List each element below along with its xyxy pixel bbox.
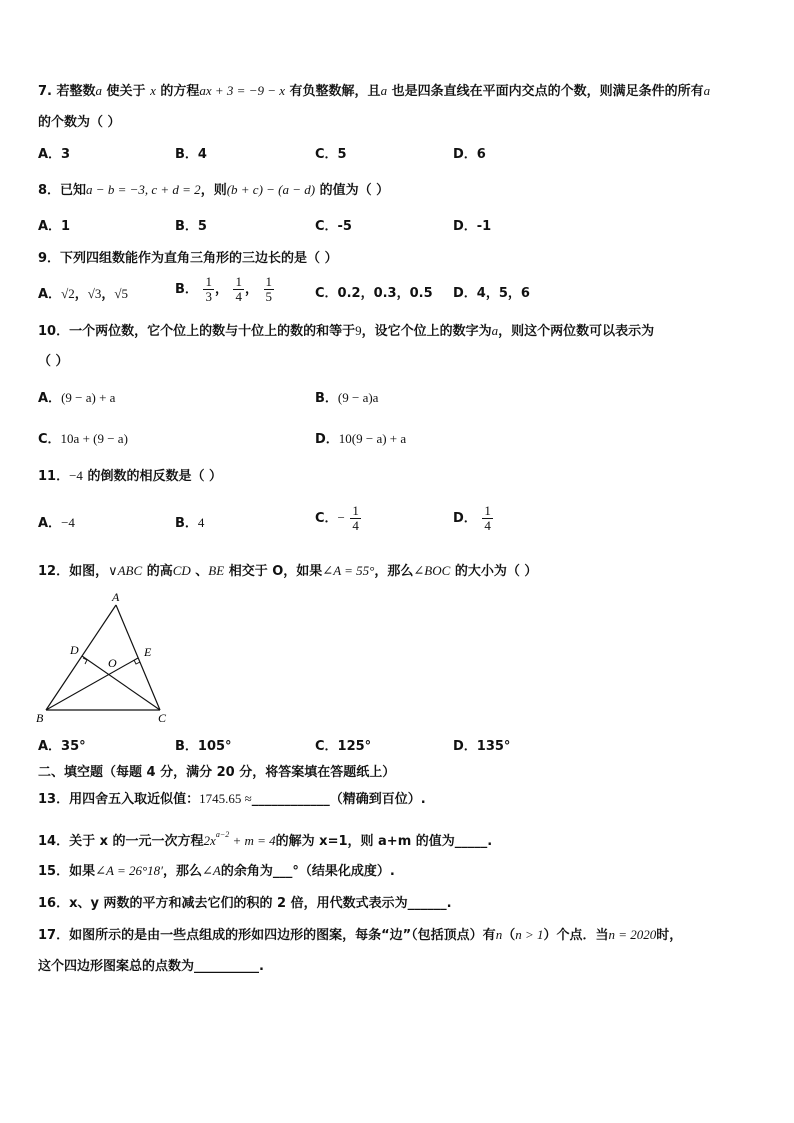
q12-option-a: A．35° (38, 739, 86, 754)
altitude-be (46, 658, 138, 710)
q9-option-a: A．√2，√3，√5 (38, 286, 129, 302)
q11-option-b: B．4 (175, 515, 205, 531)
q10-option-b: B．(9 − a)a (315, 390, 379, 406)
q12-option-d: D．135° (453, 739, 511, 754)
q10-stem-line2: （ ） (38, 354, 69, 369)
side-ab (46, 605, 116, 710)
q11-option-a: A．−4 (38, 515, 75, 531)
label-d: D (70, 643, 79, 657)
q8-stem: 8．已知a − b = −3, c + d = 2，则(b + c) − (a − d) 的值为（ ） (38, 182, 390, 198)
q11-option-c: C．− $\frac{1}{4}$ (315, 503, 359, 533)
q14-stem: 14．关于 x 的一元一次方程$2x^{a-2} + m = 4$的解为 x=1，则 a+m 的值为_____. (38, 830, 493, 849)
q9-option-c: C．0.2，0.3，0.5 (315, 286, 433, 301)
section-heading-fill-in: 二、填空题（每题 4 分，满分 20 分，将答案填在答题纸上） (38, 765, 396, 780)
q13-stem: 13．用四舍五入取近似值：1745.65 ≈____________（精确到百位）. (38, 791, 426, 807)
q8-option-c: C．-5 (315, 219, 352, 234)
label-e: E (144, 645, 152, 659)
label-a: A (112, 590, 120, 604)
q7-option-a: A．3 (38, 147, 71, 162)
q11-stem: 11．−4 的倒数的相反数是（ ） (38, 468, 222, 484)
q7-option-d: D．6 (453, 147, 486, 162)
q9-option-b: B． $\frac{1}{3}$ ， $\frac{1}{4}$ ， $\frac{1}{5}$ (175, 274, 273, 304)
q10-option-d: D．10(9 − a) + a (315, 431, 407, 447)
q15-stem: 15．如果∠A = 26°18′，那么∠A的余角为___°（结果化成度）. (38, 863, 395, 879)
q9-option-d: D．4，5，6 (453, 286, 530, 301)
q12-option-c: C．125° (315, 739, 372, 754)
q7-stem-line2: 的个数为（ ） (38, 115, 121, 130)
q17-stem-line1: 17．如图所示的是由一些点组成的形如四边形的图案，每条“边”（包括顶点）有n（n > 1）个点．当n = 2020时， (38, 927, 683, 943)
label-b: B (36, 711, 44, 725)
q12-stem: 12．如图，∨ABC 的高CD 、BE 相交于 O，如果∠A = 55°，那么∠BOC 的大小为（ ） (38, 563, 538, 579)
q7-option-c: C．5 (315, 147, 347, 162)
label-c: C (158, 711, 167, 725)
q12-option-b: B．105° (175, 739, 232, 754)
q7-option-b: B．4 (175, 147, 207, 162)
q7-stem-line1: 7. 若整数a 使关于 x 的方程ax + 3 = −9 − x 有负整数解，且a 也是四条直线在平面内交点的个数，则满足条件的所有a (38, 83, 711, 99)
q17-stem-line2: 这个四边形图案总的点数为__________. (38, 959, 264, 974)
q16-stem: 16．x、y 两数的平方和减去它们的积的 2 倍，用代数式表示为______. (38, 896, 452, 911)
q10-option-c: C．10a + (9 − a) (38, 431, 128, 447)
q11-option-d: D． $\frac{1}{4}$ (453, 503, 491, 533)
triangle-figure (30, 588, 190, 730)
q8-option-d: D．-1 (453, 219, 492, 234)
q10-option-a: A．(9 − a) + a (38, 390, 116, 406)
q8-option-a: A．1 (38, 219, 71, 234)
q8-option-b: B．5 (175, 219, 207, 234)
q10-stem-line1: 10．一个两位数，它个位上的数与十位上的数的和等于9，设它个位上的数字为a，则这个两位数可以表示为 (38, 323, 655, 339)
label-o: O (108, 656, 117, 670)
q9-stem: 9．下列四组数能作为直角三角形的三边长的是（ ） (38, 251, 338, 266)
